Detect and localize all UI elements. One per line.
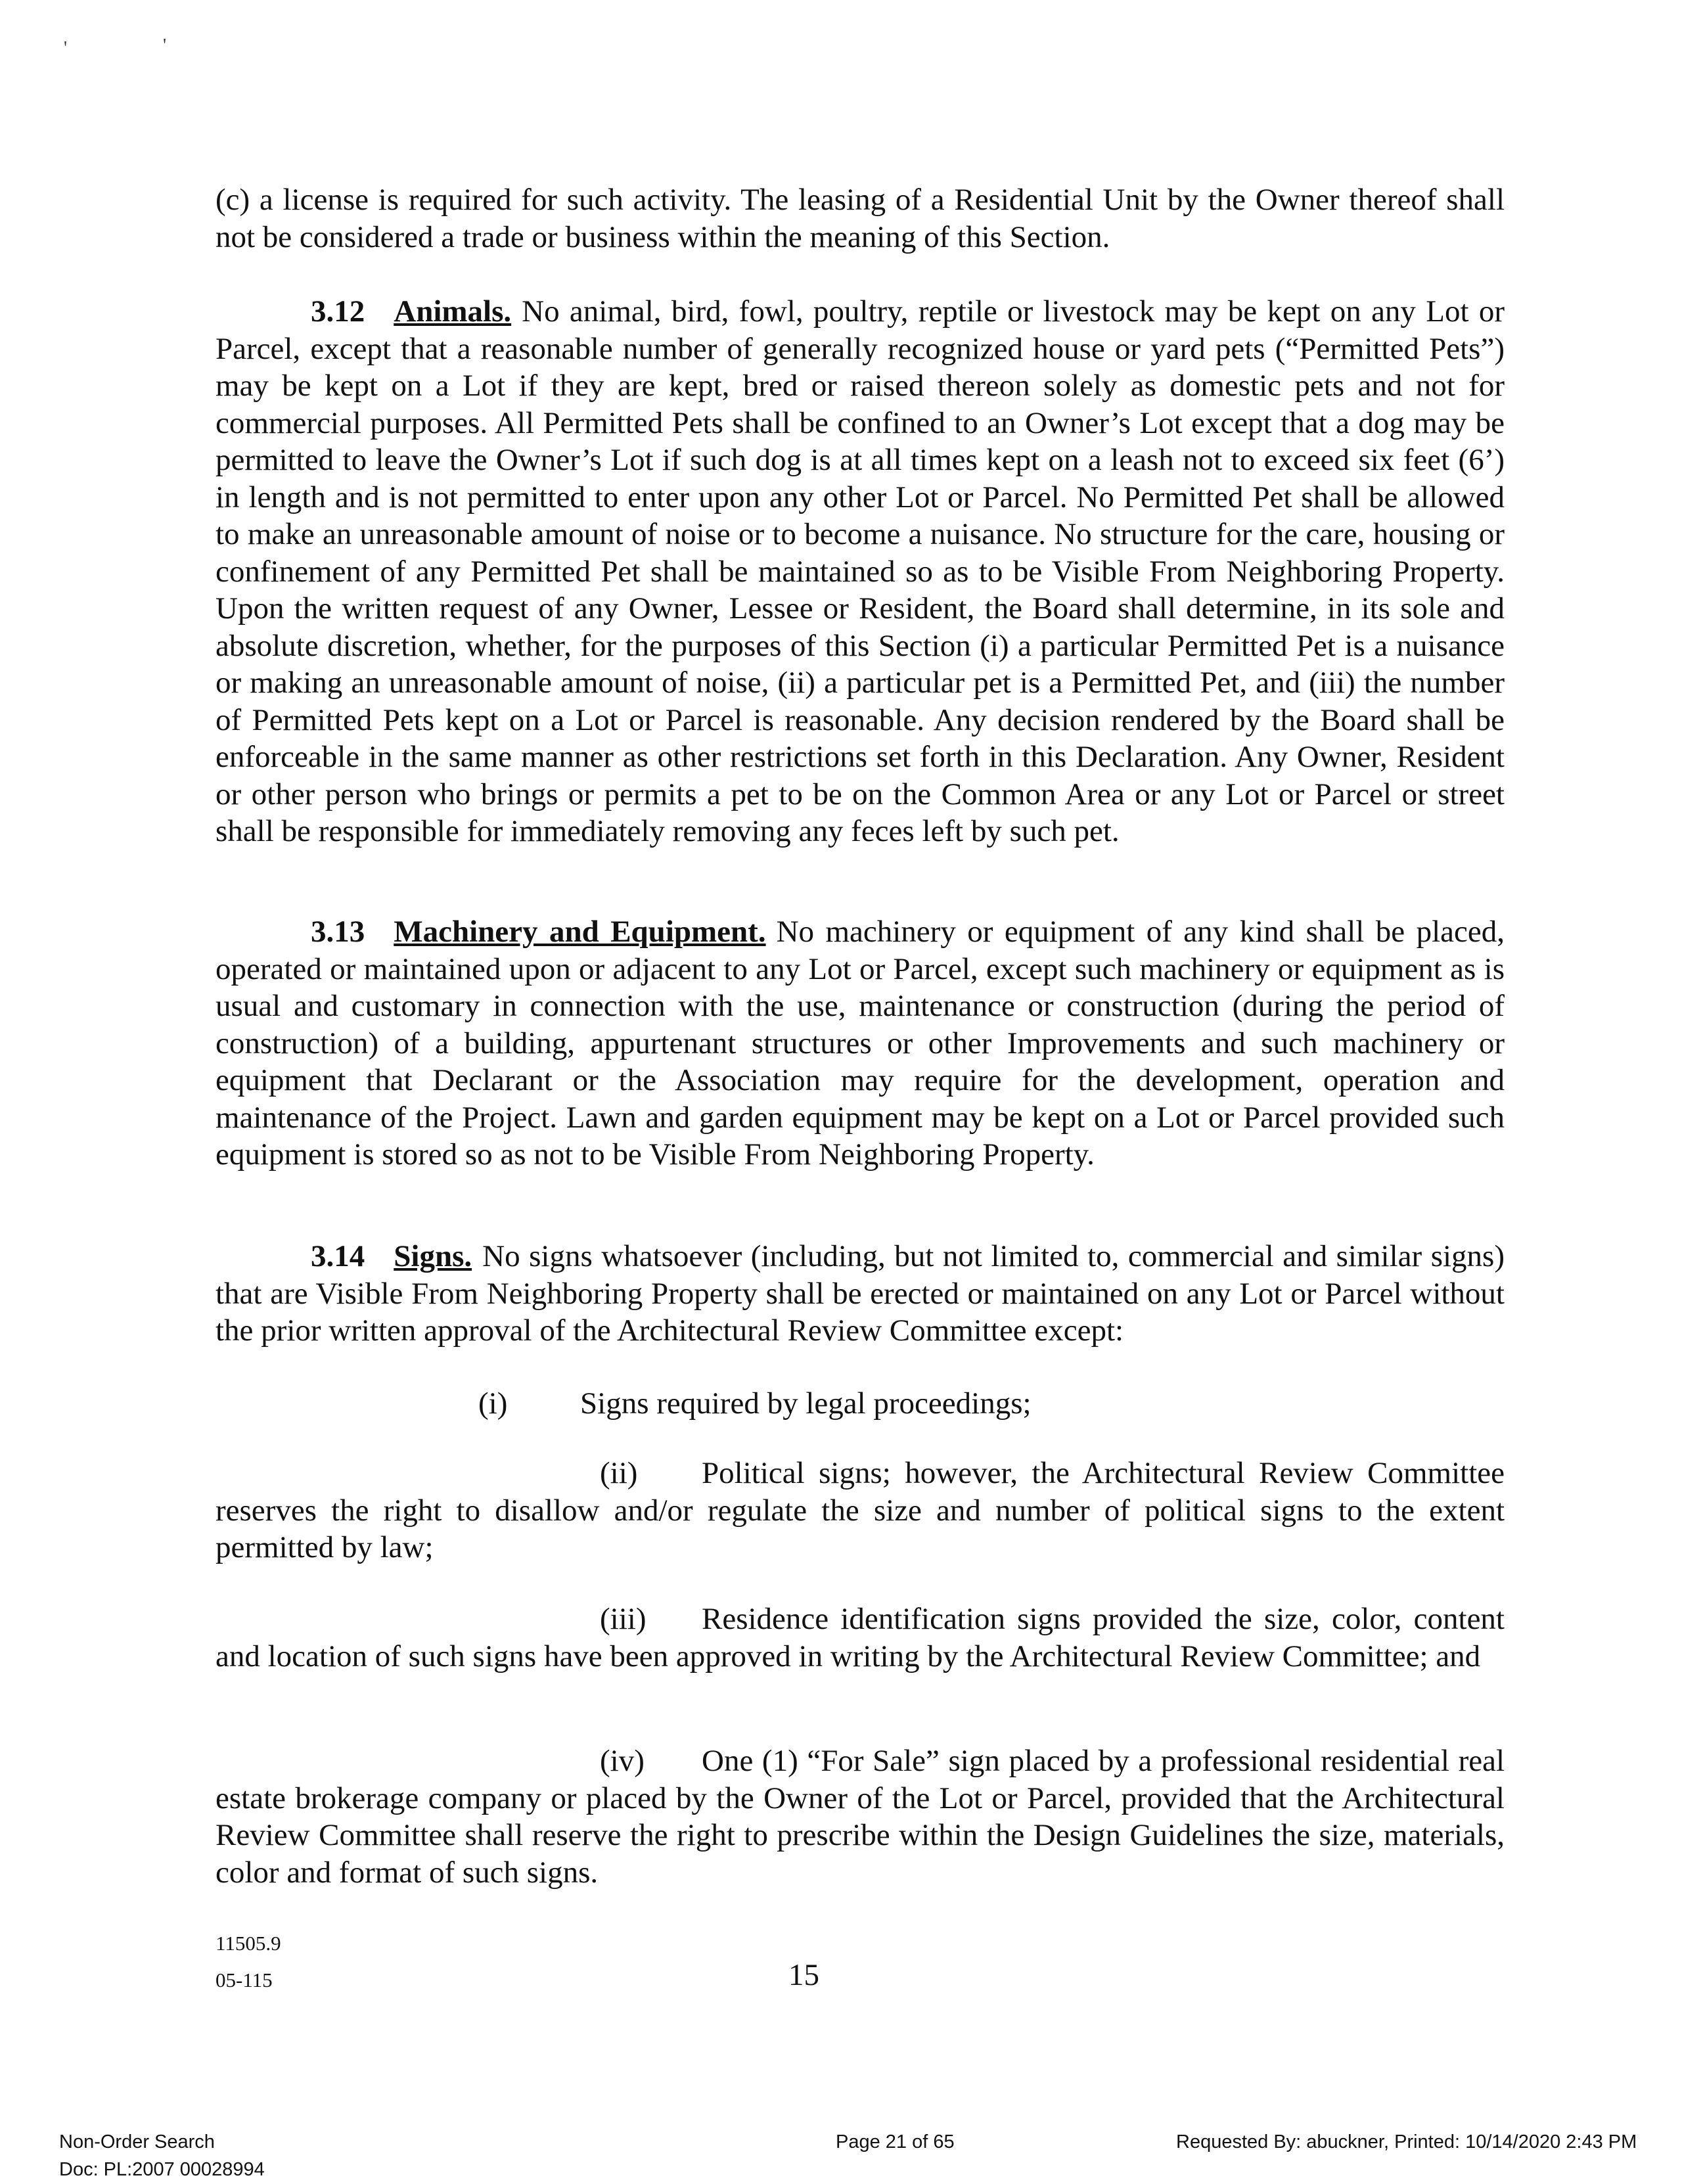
footer-doc-id: Doc: PL:2007 00028994 [59,2159,265,2180]
continuation-paragraph: (c) a license is required for such activity. The leasing of a Residential Unit by the Owner thereof shall not be considered a trade or business within the meaning of this Section. [216,183,1505,254]
list-item-text: Political signs; however, the Architectural Review Committee reserves the right to disallow and/or regulate the size and number of political signs to the extent permitted by law; [216,1456,1505,1564]
list-item-text: One (1) “For Sale” sign placed by a professional residential real estate brokerage company or placed by the Owner of the Lot or Parcel, provided that the Architectural Review Committee shall reserve the right to prescribe within the Design Guidelines the size, materials, color and format of such signs. [216,1744,1505,1890]
section-number: 3.12 [311,294,365,329]
list-item [216,1601,1505,1675]
list-item [216,1455,1505,1566]
scan-mark: ' [64,38,68,58]
section-heading: Signs. [394,1239,472,1273]
page-number: 15 [788,1958,819,1992]
list-item-number: (i) [478,1386,508,1421]
section-heading: Animals. [394,294,512,329]
document-code: 11505.9 [216,1932,281,1955]
section-heading: Machinery and Equipment. [394,915,766,949]
section-3-14 [216,1238,1505,1350]
list-item-text: Signs required by legal proceedings; [580,1386,1032,1421]
section-3-13 [216,913,1505,1173]
footer-requested-by: Requested By: abuckner, Printed: 10/14/2020 2:43 PM [1176,2131,1637,2152]
list-item [478,1385,1032,1422]
section-body: No signs whatsoever (including, but not limited to, commercial and similar signs) that are Visible From Neighboring Property shall be erected or maintained on any Lot or Parcel without the prior written approval of the Architectural Review Committee except: [216,1239,1505,1348]
section-number: 3.13 [311,915,365,949]
section-body: No animal, bird, fowl, poultry, reptile or livestock may be kept on any Lot or Parcel, except that a reasonable number of generally recognized house or yard pets (“Permitted Pets”) may be kept on a Lot if they are kept, bred or raised thereon solely as domestic pets and not for commercial purposes. All Permitted Pets shall be confined to an Owner’s Lot except that a dog may be permitted to leave the Owner’s Lot if such dog is at all times kept on a leash not to exceed six feet (6’) in length and is not permitted to enter upon any other Lot or Parcel. No Permitted Pet shall be allowed to make an unreasonable amount of noise or to become a nuisance. No structure for the care, housing or confinement of any Permitted Pet shall be maintained so as to be Visible From Neighboring Property. Upon the written request of any Owner, Lessee or Resident, the Board shall determine, in its sole and absolute discretion, whether, for the purposes of this Section (i) a particular Permitted Pet is a nuisance or making an unreasonable amount of noise, (ii) a particular pet is a Permitted Pet, and (iii) the number of Permitted Pets kept on a Lot or Parcel is reasonable. Any decision rendered by the Board shall be enforceable in the same manner as other restrictions set forth in this Declaration. Any Owner, Resident or other person who brings or permits a pet to be on the Common Area or any Lot or Parcel or street shall be responsible for immediately removing any feces left by such pet. [216,294,1505,848]
footer-page-count: Page 21 of 65 [836,2131,955,2152]
list-item-text: Residence identification signs provided the size, color, content and location of such signs have been approved in writing by the Architectural Review Committee; and [216,1602,1505,1673]
document-code: 05-115 [216,1968,273,1991]
list-item-number: (iv) [600,1744,645,1778]
list-item [216,1742,1505,1891]
section-body: No machinery or equipment of any kind shall be placed, operated or maintained upon or adjacent to any Lot or Parcel, except such machinery or equipment as is usual and customary in connection with the use, maintenance or construction (during the period of construction) of a building, appurtenant structures or other Improvements and such machinery or equipment that Declarant or the Association may require for the development, operation and maintenance of the Project. Lawn and garden equipment may be kept on a Lot or Parcel provided such equipment is stored so as not to be Visible From Neighboring Property. [216,915,1505,1172]
section-number: 3.14 [311,1239,365,1273]
footer-search-type: Non-Order Search [59,2131,215,2152]
scan-mark: ' [163,35,167,56]
list-item-number: (ii) [600,1456,638,1490]
section-3-12 [216,293,1505,850]
list-item-number: (iii) [600,1602,647,1636]
